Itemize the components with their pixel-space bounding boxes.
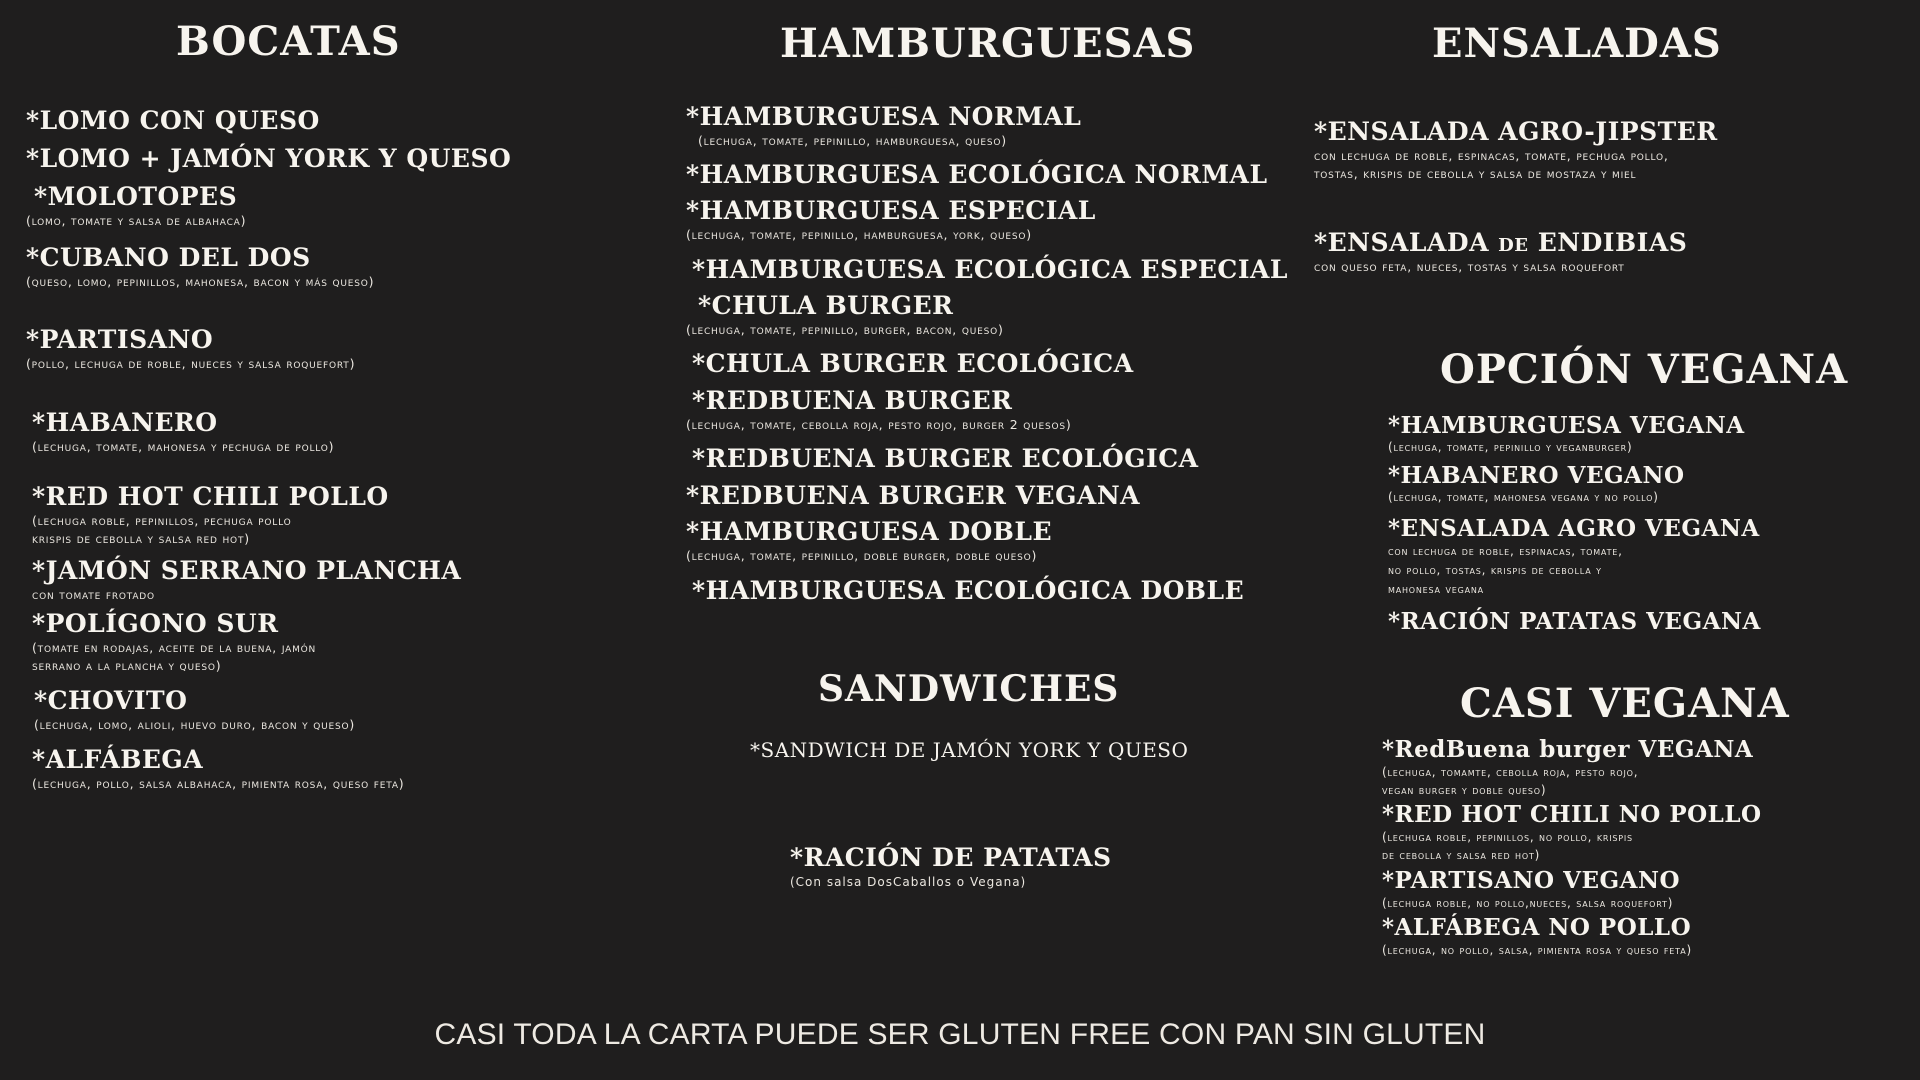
item-name: *HAMBURGUESA VEGANA xyxy=(1388,412,1745,439)
item-name: *HAMBURGUESA ECOLÓGICA DOBLE xyxy=(692,576,1245,605)
item-name: *PARTISANO xyxy=(26,325,214,354)
item-description: (lechuga, pollo, salsa albahaca, pimienta rosa, queso feta) xyxy=(32,776,405,791)
item-name: *HABANERO VEGANO xyxy=(1388,462,1685,489)
item-name: *ALFÁBEGA xyxy=(32,745,204,774)
item-name: *ENSALADA AGRO-JIPSTER xyxy=(1314,117,1718,146)
item-description: con tomate frotado xyxy=(32,587,155,602)
item-description: (lechuga, tomamte, cebolla roja, pesto rojo, vegan burger y doble queso) xyxy=(1382,765,1639,797)
menu-item xyxy=(32,408,334,456)
item-name: *CHULA BURGER ECOLÓGICA xyxy=(692,349,1134,378)
item-description: (lechuga, no pollo, salsa, pimienta rosa y queso feta) xyxy=(1382,943,1692,957)
menu-item xyxy=(750,735,1188,765)
item-description: (lechuga, tomate, pepinillo, burger, bacon, queso) xyxy=(686,322,1004,337)
menu-item xyxy=(1388,413,1745,455)
item-name: *HAMBURGUESA NORMAL xyxy=(686,102,1082,131)
item-description: con lechuga de roble, espinacas, tomate, pechuga pollo, tostas, krispis de cebolla y salsa de mostaza y miel xyxy=(1314,148,1669,181)
ensaladas-title: ENSALADAS xyxy=(1432,20,1722,67)
item-description: (lechuga, tomate, pepinillo y veganburger) xyxy=(1388,440,1633,454)
item-name: *HAMBURGUESA ECOLÓGICA ESPECIAL xyxy=(692,255,1288,284)
menu-item xyxy=(26,144,511,174)
item-name: *RedBuena burger VEGANA xyxy=(1382,736,1754,763)
menu-item xyxy=(32,745,404,793)
item-name: *ENSALADA AGRO VEGANA xyxy=(1388,515,1760,542)
item-name: *JAMÓN SERRANO PLANCHA xyxy=(32,556,462,585)
sandwiches-title: SANDWICHES xyxy=(818,668,1120,710)
vegana-title: OPCIÓN VEGANA xyxy=(1440,346,1849,393)
item-name: *MOLOTOPES xyxy=(34,182,238,211)
item-description: (pollo, lechuga de roble, nueces y salsa roquefort) xyxy=(26,356,356,371)
menu-item xyxy=(1388,516,1760,599)
item-name: *RACIÓN PATATAS VEGANA xyxy=(1388,608,1761,635)
item-name: *RED HOT CHILI POLLO xyxy=(32,482,389,511)
item-description: con lechuga de roble, espinacas, tomate, no pollo, tostas, krispis de cebolla y mahonesa vegana xyxy=(1388,544,1623,596)
patatas-item xyxy=(790,843,1112,891)
item-name: *RACIÓN DE PATATAS xyxy=(790,843,1112,872)
item-description: (lechuga roble, pepinillos, pechuga pollo krispis de cebolla y salsa red hot) xyxy=(32,513,292,546)
item-name: *HAMBURGUESA ESPECIAL xyxy=(686,196,1096,225)
item-name: *CHOVITO xyxy=(34,686,188,715)
item-name: *HAMBURGUESA ECOLÓGICA NORMAL xyxy=(686,160,1268,189)
menu-item xyxy=(26,243,374,291)
item-description: con queso feta, nueces, tostas y salsa roquefort xyxy=(1314,259,1625,274)
item-name: *HAMBURGUESA DOBLE xyxy=(686,517,1053,546)
menu-item xyxy=(1388,609,1761,635)
item-name: *POLÍGONO SUR xyxy=(32,609,279,638)
menu-item xyxy=(1382,802,1762,864)
item-name: *RED HOT CHILI NO POLLO xyxy=(1382,801,1762,828)
item-name: *REDBUENA BURGER ECOLÓGICA xyxy=(692,444,1199,473)
item-description: (lomo, tomate y salsa de albahaca) xyxy=(26,213,247,228)
menu-item xyxy=(34,686,355,734)
item-description: (lechuga roble, no pollo,nueces, salsa roquefort) xyxy=(1382,896,1674,910)
item-description: (lechuga, lomo, alioli, huevo duro, bacon y queso) xyxy=(34,717,356,732)
menu-item xyxy=(692,444,1199,474)
item-description: (lechuga, tomate, cebolla roja, pesto rojo, burger 2 quesos) xyxy=(686,417,1072,432)
gluten-free-notice: CASI TODA LA CARTA PUEDE SER GLUTEN FREE CON PAN SIN GLUTEN xyxy=(434,1018,1486,1051)
menu-item xyxy=(686,196,1096,244)
item-description: (Con salsa DosCaballos o Vegana) xyxy=(790,875,1027,889)
item-name: *LOMO CON QUESO xyxy=(26,106,320,135)
item-description: (queso, lomo, pepinillos, mahonesa, bacon y más queso) xyxy=(26,274,375,289)
item-name: *REDBUENA BURGER VEGANA xyxy=(686,481,1141,510)
item-name: *PARTISANO VEGANO xyxy=(1382,867,1681,894)
item-name: *REDBUENA BURGER xyxy=(692,386,1013,415)
item-name: *CUBANO DEL DOS xyxy=(26,243,311,272)
item-name: *SANDWICH DE JAMÓN YORK Y QUESO xyxy=(750,738,1189,762)
menu-item xyxy=(26,325,355,373)
item-name: *CHULA BURGER xyxy=(698,291,954,320)
menu-item xyxy=(686,102,1081,150)
menu-item xyxy=(1314,117,1718,183)
casi-vegana-title: CASI VEGANA xyxy=(1460,680,1790,727)
menu-item xyxy=(692,349,1134,379)
hamburguesas-title: HAMBURGUESAS xyxy=(780,20,1196,67)
menu-item xyxy=(1388,463,1685,505)
item-name: *LOMO + JAMÓN YORK Y QUESO xyxy=(26,144,512,173)
menu-item xyxy=(1382,868,1680,912)
item-description: (tomate en rodajas, aceite de la buena, jamón serrano a la plancha y queso) xyxy=(32,640,317,673)
menu-item xyxy=(686,291,1004,339)
menu-item xyxy=(32,556,461,604)
item-description: (lechuga, tomate, mahonesa y pechuga de pollo) xyxy=(32,439,335,454)
item-description: (lechuga roble, pepinillos, no pollo, krispis de cebolla y salsa red hot) xyxy=(1382,830,1633,862)
item-description: (lechuga, tomate, pepinillo, hamburguesa, york, queso) xyxy=(686,227,1032,242)
menu-item xyxy=(692,576,1244,606)
item-name: *ENSALADA de ENDIBIAS xyxy=(1314,228,1688,257)
menu-item xyxy=(1382,915,1692,959)
item-name: *HABANERO xyxy=(32,408,218,437)
menu-item xyxy=(1382,737,1753,799)
menu-item xyxy=(686,160,1268,190)
menu-item xyxy=(686,386,1072,434)
menu-item xyxy=(686,517,1052,565)
item-description: (lechuga, tomate, mahonesa vegana y no pollo) xyxy=(1388,490,1659,504)
menu-item xyxy=(692,255,1288,285)
bocatas-title: BOCATAS xyxy=(176,18,401,65)
menu-item xyxy=(26,182,246,230)
item-name: *ALFÁBEGA NO POLLO xyxy=(1382,914,1692,941)
menu-item xyxy=(26,106,320,136)
menu-item xyxy=(32,482,389,548)
menu-item xyxy=(32,609,316,675)
item-description: (lechuga, tomate, pepinillo, hamburguesa, queso) xyxy=(698,133,1007,148)
menu-item xyxy=(686,481,1140,511)
item-description: (lechuga, tomate, pepinillo, doble burger, doble queso) xyxy=(686,548,1038,563)
menu-item xyxy=(1314,228,1687,276)
